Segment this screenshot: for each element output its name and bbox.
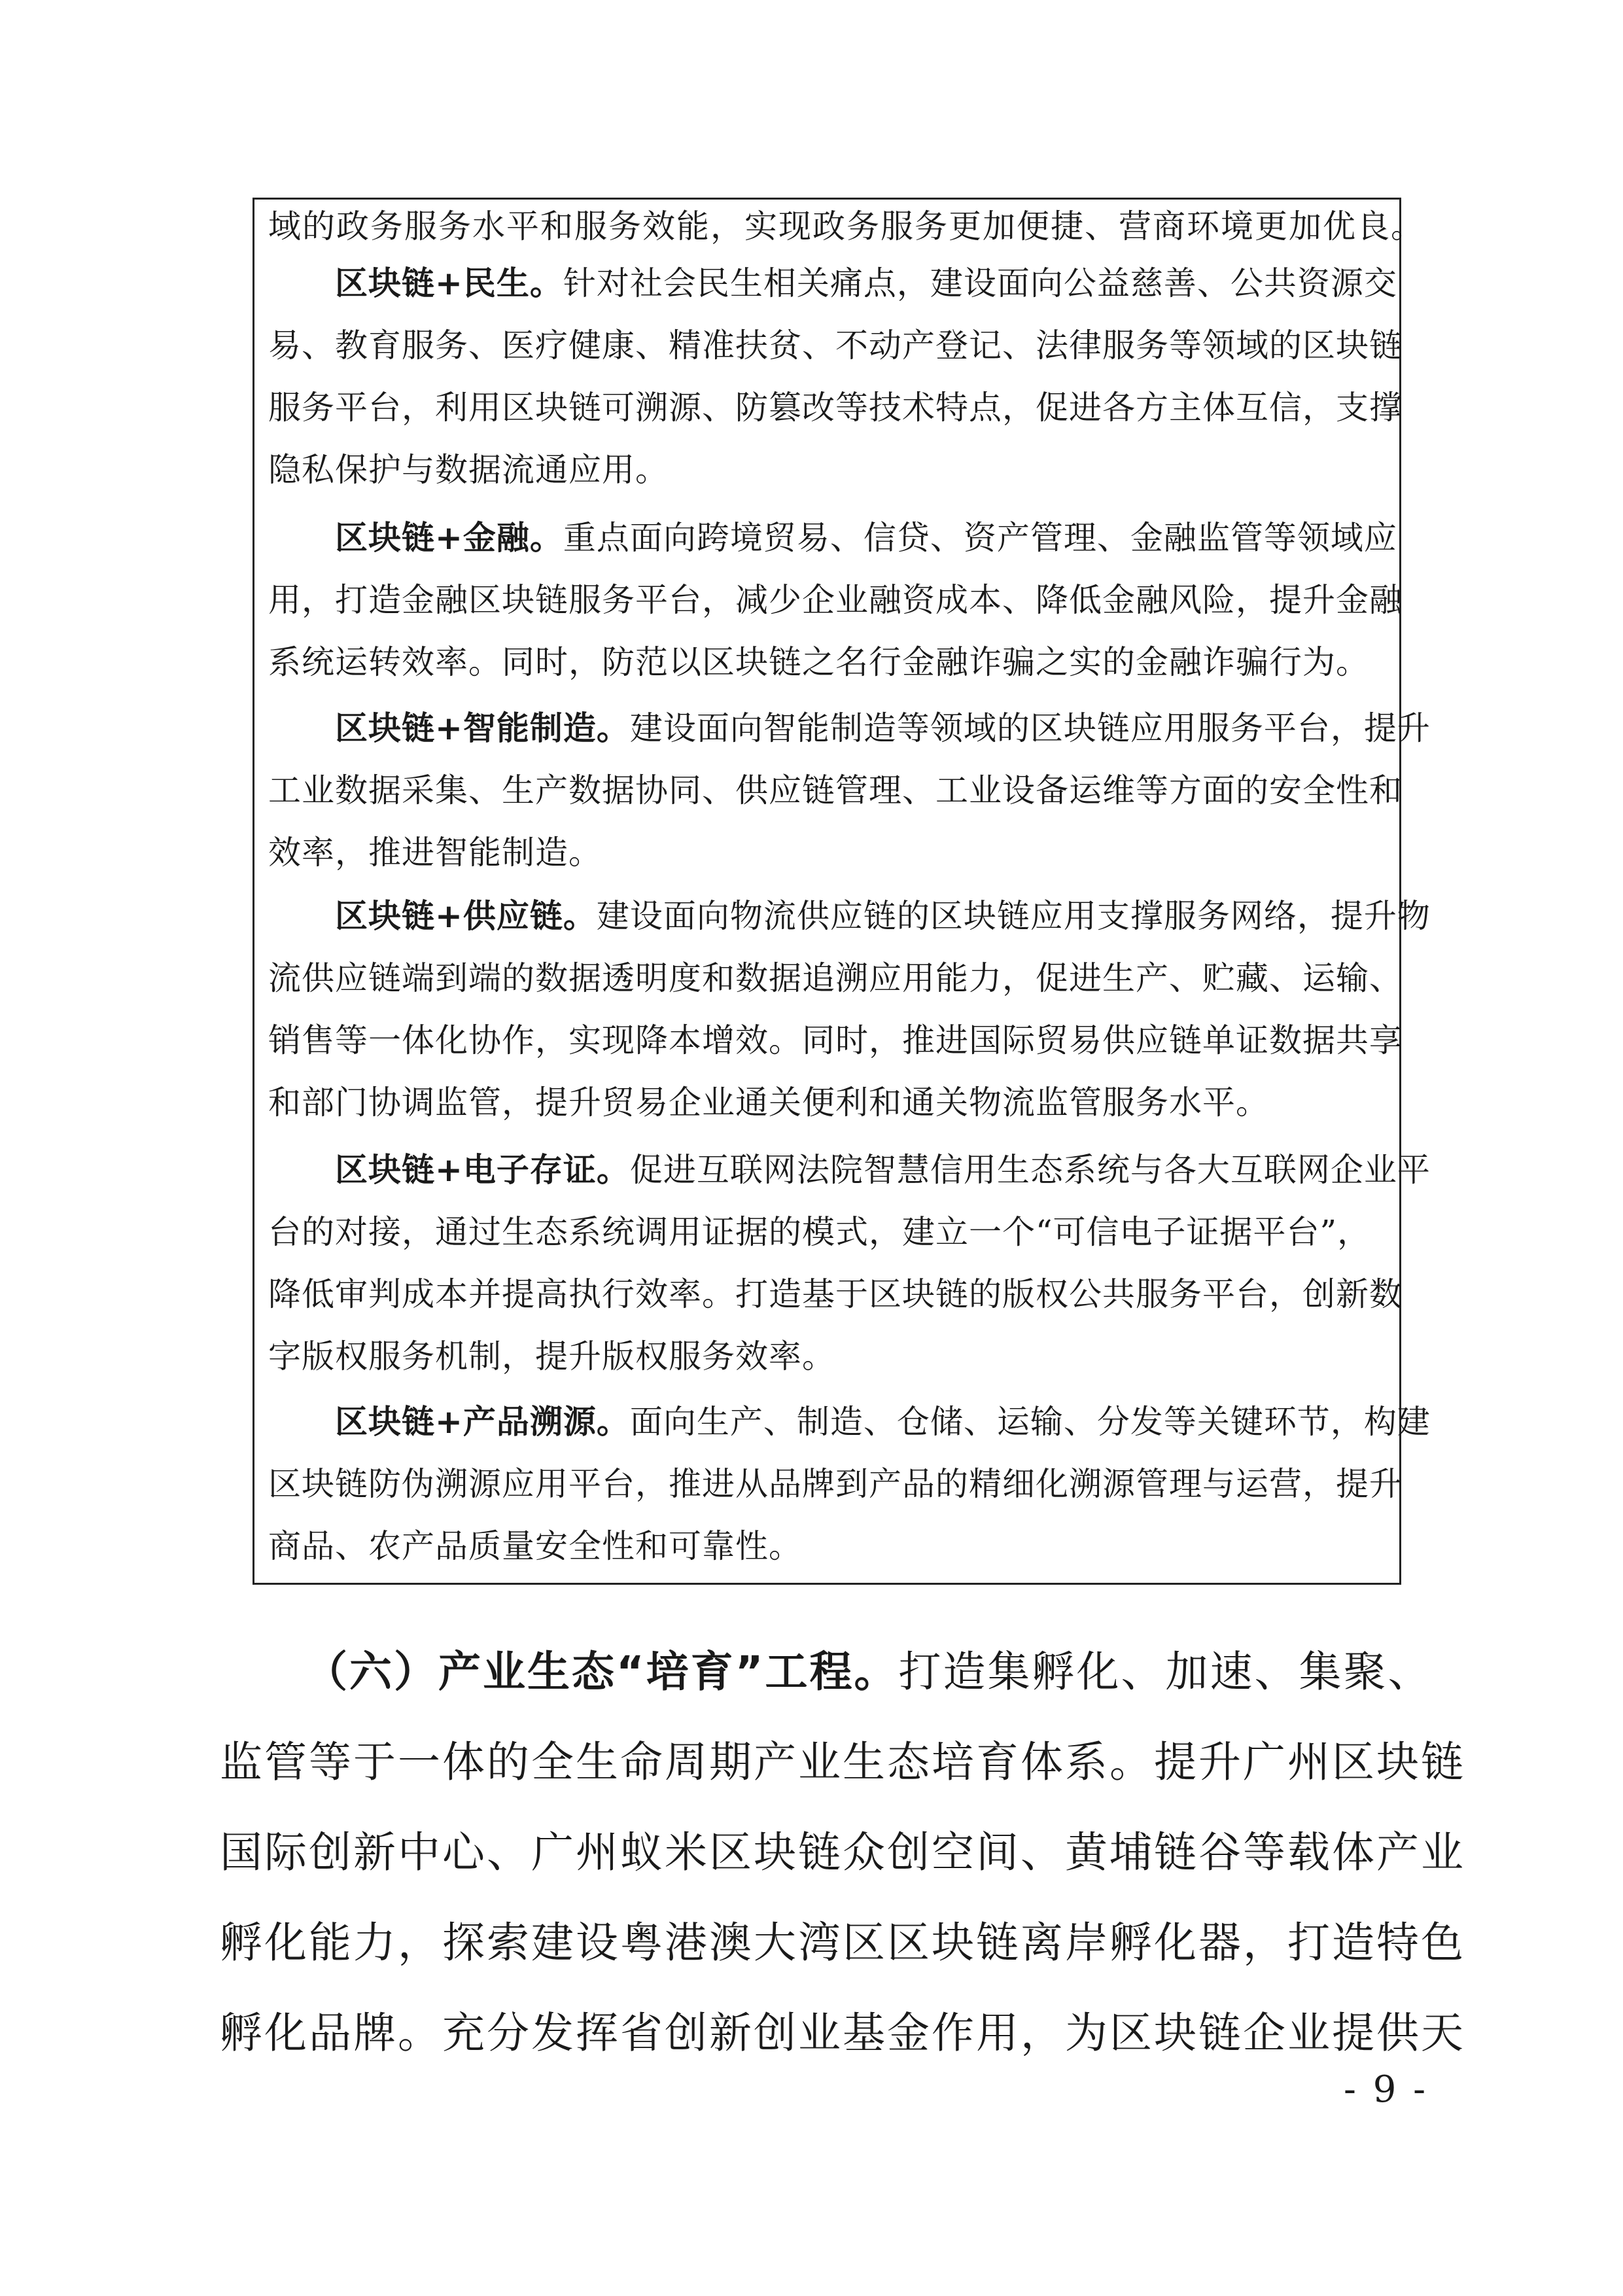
section-heading-gongyinglian: 区块链+供应链。 <box>335 897 597 935</box>
box-section-gongyinglian-line-4: 和部门协调监管，提升贸易企业通关便利和通关物流监管服务水平。 <box>268 1084 1269 1122</box>
box-section-gongyinglian-line-3: 销售等一体化协作，实现降本增效。同时，推进国际贸易供应链单证数据共享 <box>268 1021 1403 1059</box>
box-section-cunzheng-line-4: 字版权服务机制，提升版权服务效率。 <box>268 1337 835 1375</box>
box-section-minsheng-line-2: 易、教育服务、医疗健康、精准扶贫、不动产登记、法律服务等领域的区块链 <box>268 327 1403 364</box>
box-section-jinrong-line-2: 用，打造金融区块链服务平台，减少企业融资成本、降低金融风险，提升金融 <box>268 581 1403 619</box>
main-paragraph-line-2: 监管等于一体的全生命周期产业生态培育体系。提升广州区块链 <box>220 1738 1466 1787</box>
section-heading-jinrong: 区块链+金融。 <box>335 519 563 557</box>
box-section-minsheng-line-3: 服务平台，利用区块链可溯源、防篡改等技术特点，促进各方主体互信，支撑 <box>268 389 1403 427</box>
main-paragraph-line-5: 孵化品牌。充分发挥省创新创业基金作用，为区块链企业提供天 <box>220 2009 1466 2058</box>
box-section-suyuan-line-1: 区块链+产品溯源。面向生产、制造、仓储、运输、分发等关键环节，构建 <box>335 1403 1431 1441</box>
section-heading-minsheng: 区块链+民生。 <box>335 264 563 302</box>
main-paragraph-line-4: 孵化能力，探索建设粤港澳大湾区区块链离岸孵化器，打造特色 <box>220 1918 1466 1968</box>
box-section-jinrong-line-3: 系统运转效率。同时，防范以区块链之名行金融诈骗之实的金融诈骗行为。 <box>268 643 1369 681</box>
box-section-zhineng-line-3: 效率，推进智能制造。 <box>268 834 602 872</box>
box-section-jinrong-line-1: 区块链+金融。重点面向跨境贸易、信贷、资产管理、金融监管等领域应 <box>335 519 1397 557</box>
box-section-suyuan-line-2: 区块链防伪溯源应用平台，推进从品牌到产品的精细化溯源管理与运营，提升 <box>268 1465 1403 1503</box>
box-section-cunzheng-line-2: 台的对接，通过生态系统调用证据的模式，建立一个“可信电子证据平台”， <box>268 1213 1371 1251</box>
section-heading-suyuan: 区块链+产品溯源。 <box>335 1403 630 1441</box>
box-section-cunzheng-line-1: 区块链+电子存证。促进互联网法院智慧信用生态系统与各大互联网企业平 <box>335 1151 1431 1189</box>
box-section-zhineng-line-1: 区块链+智能制造。建设面向智能制造等领域的区块链应用服务平台，提升 <box>335 709 1431 747</box>
box-continuation-line: 域的政务服务水平和服务效能，实现政务服务更加便捷、营商环境更加优良。 <box>268 207 1425 245</box>
main-paragraph-line-1: （六）产业生态“培育”工程。打造集孵化、加速、集聚、 <box>305 1648 1433 1697</box>
main-paragraph-line-3: 国际创新中心、广州蚁米区块链众创空间、黄埔链谷等载体产业 <box>220 1828 1466 1877</box>
box-section-gongyinglian-line-1: 区块链+供应链。建设面向物流供应链的区块链应用支撑服务网络，提升物 <box>335 897 1431 935</box>
box-section-minsheng-line-4: 隐私保护与数据流通应用。 <box>268 451 669 489</box>
box-section-cunzheng-line-3: 降低审判成本并提高执行效率。打造基于区块链的版权公共服务平台，创新数 <box>268 1275 1403 1313</box>
box-section-minsheng-line-1: 区块链+民生。针对社会民生相关痛点，建设面向公益慈善、公共资源交 <box>335 264 1397 302</box>
page-number: - 9 - <box>1344 2068 1429 2111</box>
section-heading-zhineng: 区块链+智能制造。 <box>335 709 630 747</box>
main-section-heading: （六）产业生态“培育”工程。 <box>305 1648 899 1697</box>
box-section-zhineng-line-2: 工业数据采集、生产数据协同、供应链管理、工业设备运维等方面的安全性和 <box>268 771 1403 809</box>
section-heading-cunzheng: 区块链+电子存证。 <box>335 1151 630 1189</box>
box-section-suyuan-line-3: 商品、农产品质量安全性和可靠性。 <box>268 1527 802 1565</box>
box-section-gongyinglian-line-2: 流供应链端到端的数据透明度和数据追溯应用能力，促进生产、贮藏、运输、 <box>268 959 1403 997</box>
